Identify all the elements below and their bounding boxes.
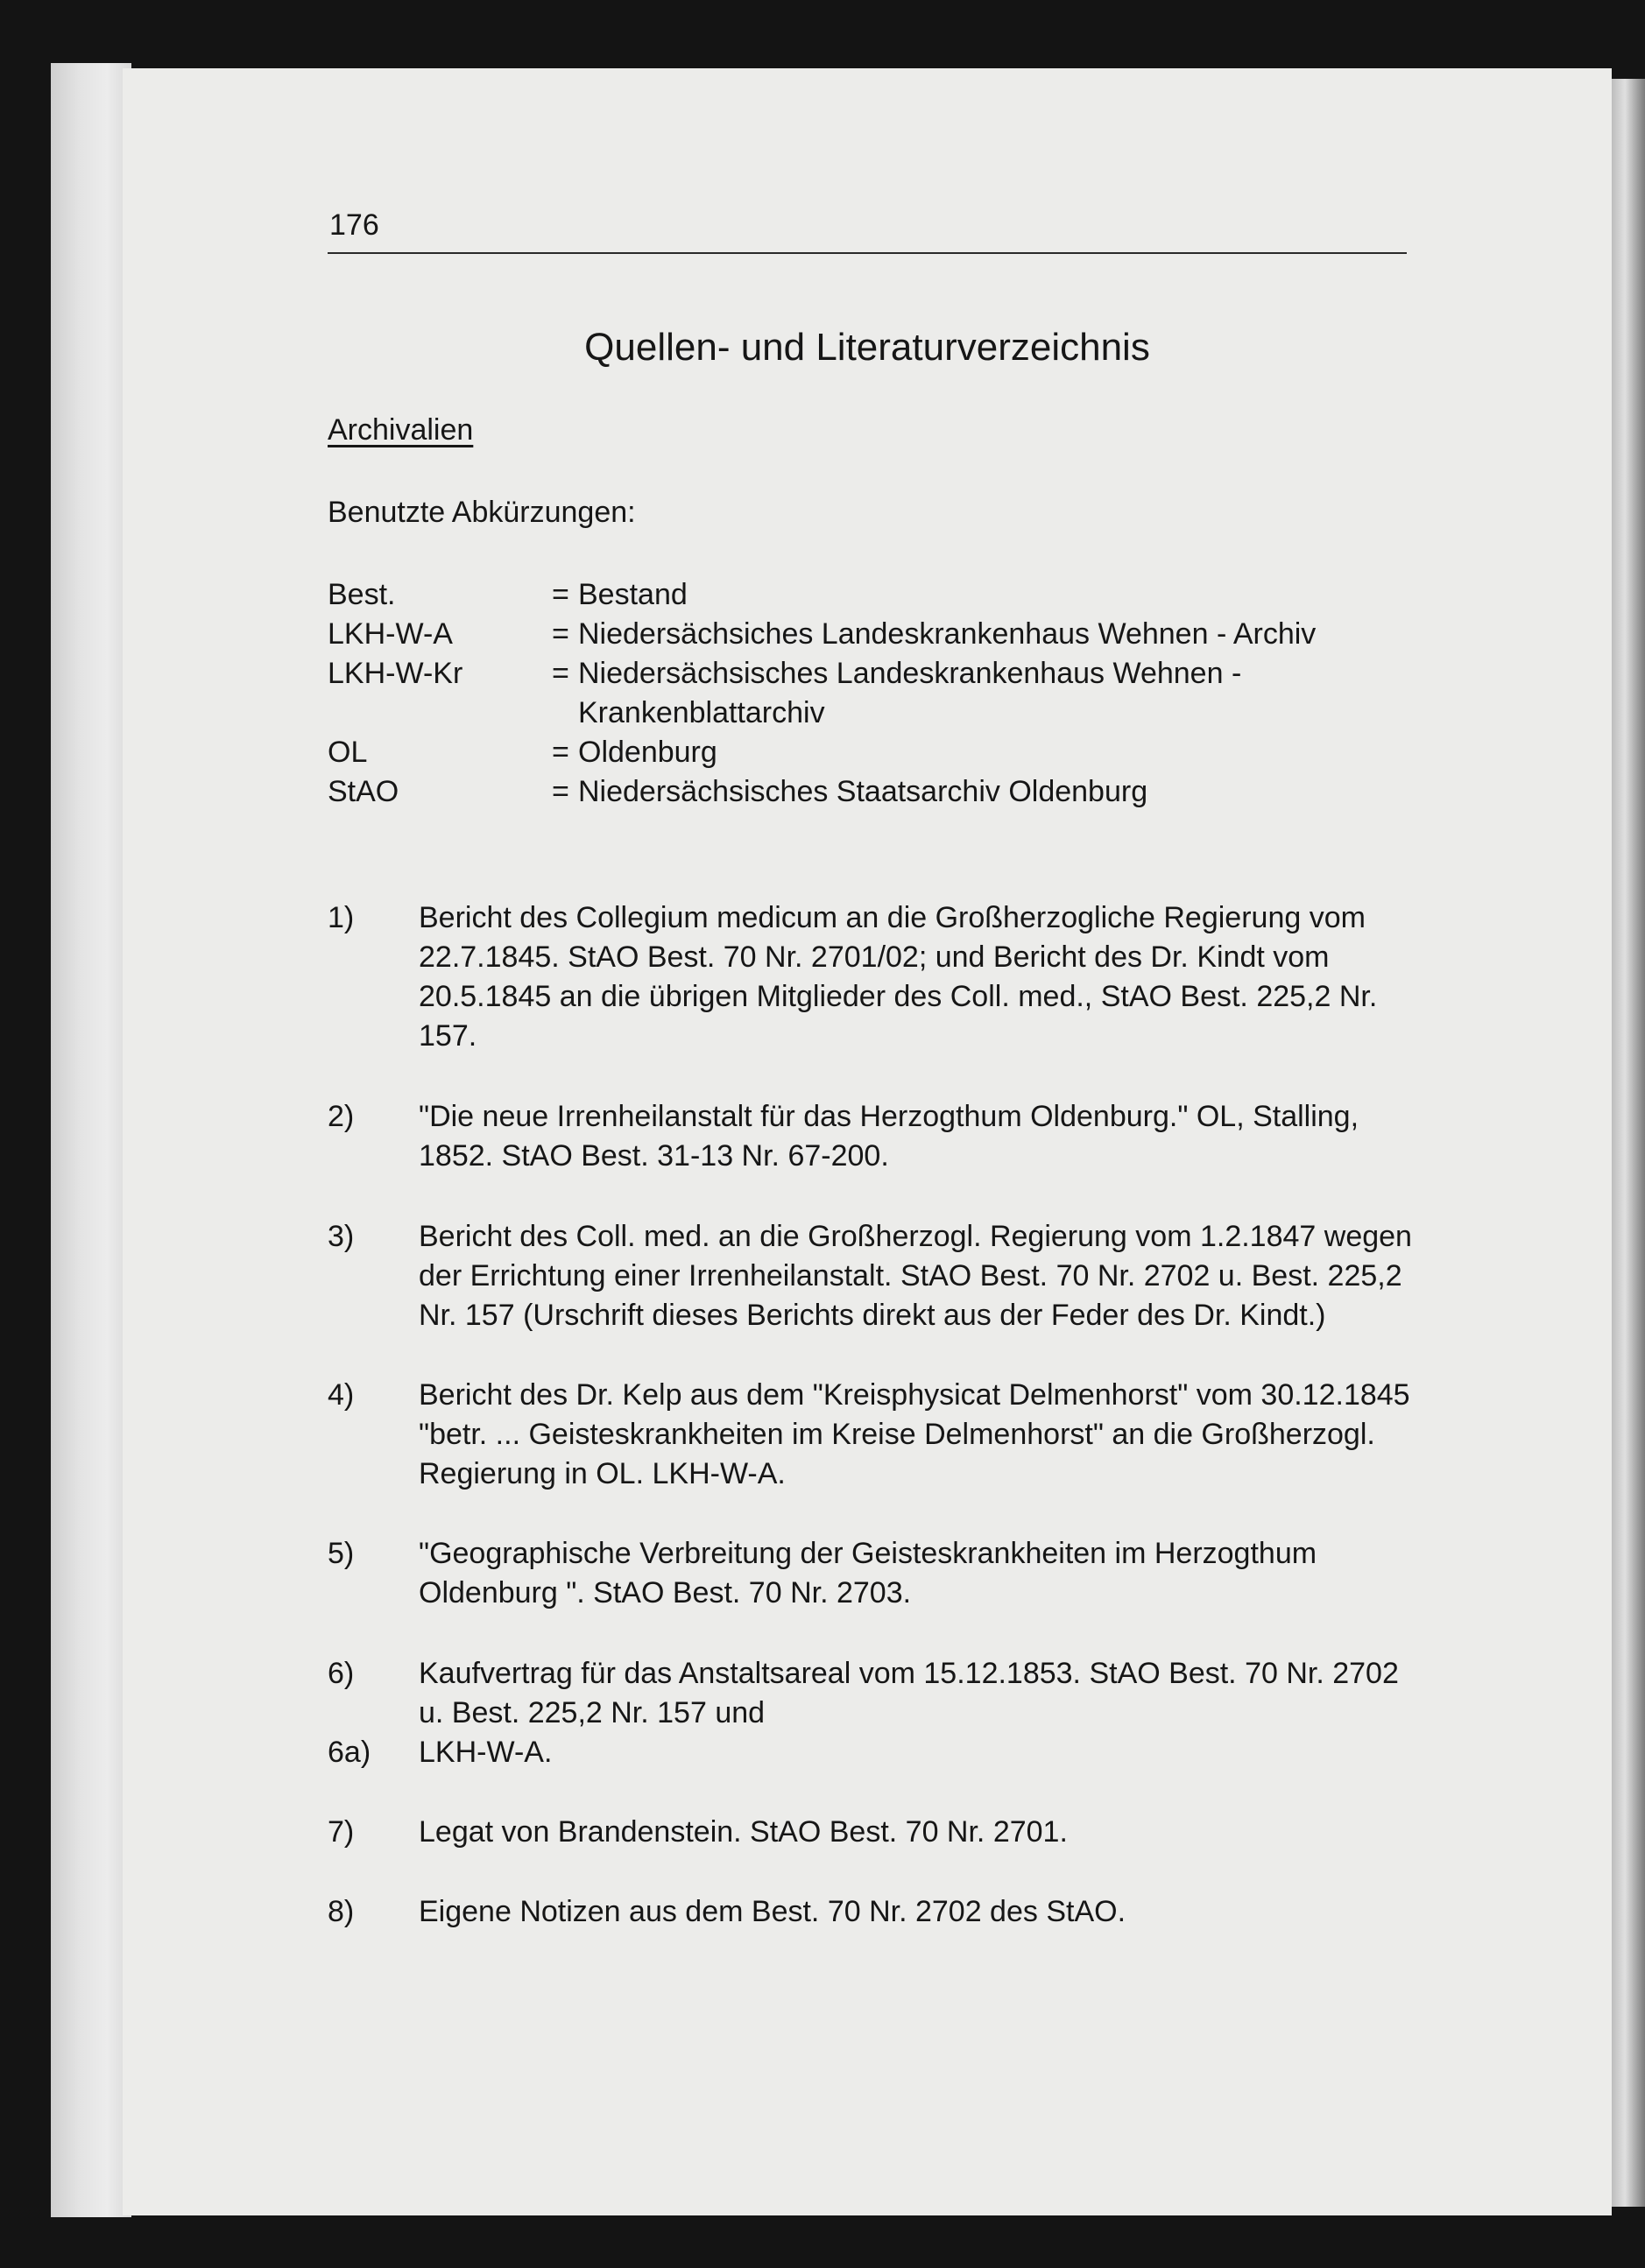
note-item bbox=[328, 1217, 1431, 1335]
abbreviation-value: Krankenblattarchiv bbox=[578, 696, 825, 729]
note-text: Legat von Brandenstein. StAO Best. 70 Nr. 2701. bbox=[419, 1815, 1068, 1849]
note-number: 4) bbox=[328, 1378, 355, 1412]
note-item bbox=[328, 1892, 1431, 1932]
abbreviation-equals: = bbox=[552, 617, 569, 651]
abbreviations-list bbox=[328, 575, 1431, 812]
abbreviation-key: StAO bbox=[328, 775, 399, 808]
abbreviation-value: Niedersächsisches Landeskrankenhaus Wehnen - bbox=[578, 657, 1242, 690]
note-item bbox=[328, 1097, 1431, 1176]
note-number: 3) bbox=[328, 1220, 355, 1253]
page-stack-edge bbox=[51, 63, 131, 2217]
note-number: 6a) bbox=[328, 1736, 371, 1769]
note-number: 2) bbox=[328, 1100, 355, 1133]
archival-notes-list bbox=[328, 898, 1431, 1932]
note-text: Bericht des Dr. Kelp aus dem "Kreisphysicat Delmenhorst" vom 30.12.1845 "betr. ... Geisteskrankheiten im Kreise Delmenhorst" an die Großherzogl. Regierung in OL. LKH-W-A. bbox=[419, 1378, 1410, 1490]
abbreviation-key: LKH-W-A bbox=[328, 617, 453, 651]
abbreviation-equals: = bbox=[552, 736, 569, 769]
abbreviation-row bbox=[328, 733, 1431, 772]
book-spine-edge bbox=[1612, 79, 1645, 2207]
abbreviation-row bbox=[328, 654, 1431, 694]
abbreviation-row bbox=[328, 615, 1431, 654]
abbreviation-row bbox=[328, 772, 1431, 812]
abbreviation-key: LKH-W-Kr bbox=[328, 657, 463, 690]
abbreviation-equals: = bbox=[552, 578, 569, 611]
abbreviation-key: OL bbox=[328, 736, 368, 769]
abbreviations-heading: Benutzte Abkürzungen: bbox=[328, 496, 636, 529]
note-number: 6) bbox=[328, 1657, 355, 1690]
abbreviation-value: Niedersächsiches Landeskrankenhaus Wehnen - Archiv bbox=[578, 617, 1317, 651]
note-text: Eigene Notizen aus dem Best. 70 Nr. 2702 des StAO. bbox=[419, 1895, 1126, 1928]
note-number: 1) bbox=[328, 901, 355, 934]
note-text: "Die neue Irrenheilanstalt für das Herzogthum Oldenburg." OL, Stalling, 1852. StAO Best. 31-13 Nr. 67-200. bbox=[419, 1100, 1359, 1173]
abbreviation-equals bbox=[552, 694, 578, 733]
note-item bbox=[328, 898, 1431, 1056]
note-text: Bericht des Collegium medicum an die Großherzogliche Regierung vom 22.7.1845. StAO Best. 70 Nr. 2701/02; und Bericht des Dr. Kindt vom 20.5.1845 an die übrigen Mitglieder des Coll. med., StAO Best. 225,2 Nr. 157. bbox=[419, 901, 1378, 1053]
page-title: Quellen- und Literaturverzeichnis bbox=[584, 326, 1150, 369]
abbreviation-value: Oldenburg bbox=[578, 736, 717, 769]
abbreviation-key: Best. bbox=[328, 578, 396, 611]
abbreviation-value: Bestand bbox=[578, 578, 688, 611]
note-number: 5) bbox=[328, 1537, 355, 1570]
note-text: Kaufvertrag für das Anstaltsareal vom 15.12.1853. StAO Best. 70 Nr. 2702 u. Best. 225,2 Nr. 157 und bbox=[419, 1657, 1399, 1729]
note-item bbox=[328, 1534, 1431, 1613]
abbreviation-row bbox=[328, 575, 1431, 615]
note-item bbox=[328, 1813, 1431, 1852]
note-number: 7) bbox=[328, 1815, 355, 1849]
abbreviation-value: Niedersächsisches Staatsarchiv Oldenburg bbox=[578, 775, 1148, 808]
note-item bbox=[328, 1654, 1431, 1733]
note-number: 8) bbox=[328, 1895, 355, 1928]
note-text: "Geographische Verbreitung der Geisteskrankheiten im Herzogthum Oldenburg ". StAO Best. 70 Nr. 2703. bbox=[419, 1537, 1317, 1609]
abbreviation-key bbox=[328, 694, 552, 733]
page-number: 176 bbox=[329, 208, 379, 242]
section-heading-archivalien: Archivalien bbox=[328, 413, 474, 447]
note-text: Bericht des Coll. med. an die Großherzogl. Regierung vom 1.2.1847 wegen der Errichtung einer Irrenheilanstalt. StAO Best. 70 Nr. 2702 u. Best. 225,2 Nr. 157 (Urschrift dieses Berichts direkt aus der Feder des Dr. Kindt.) bbox=[419, 1220, 1412, 1332]
note-item bbox=[328, 1376, 1431, 1494]
abbreviation-equals: = bbox=[552, 775, 569, 808]
header-rule bbox=[328, 252, 1407, 254]
abbreviation-equals: = bbox=[552, 657, 569, 690]
note-text: LKH-W-A. bbox=[419, 1736, 553, 1769]
abbreviation-row-continuation bbox=[328, 694, 1431, 733]
note-item bbox=[328, 1733, 1431, 1772]
